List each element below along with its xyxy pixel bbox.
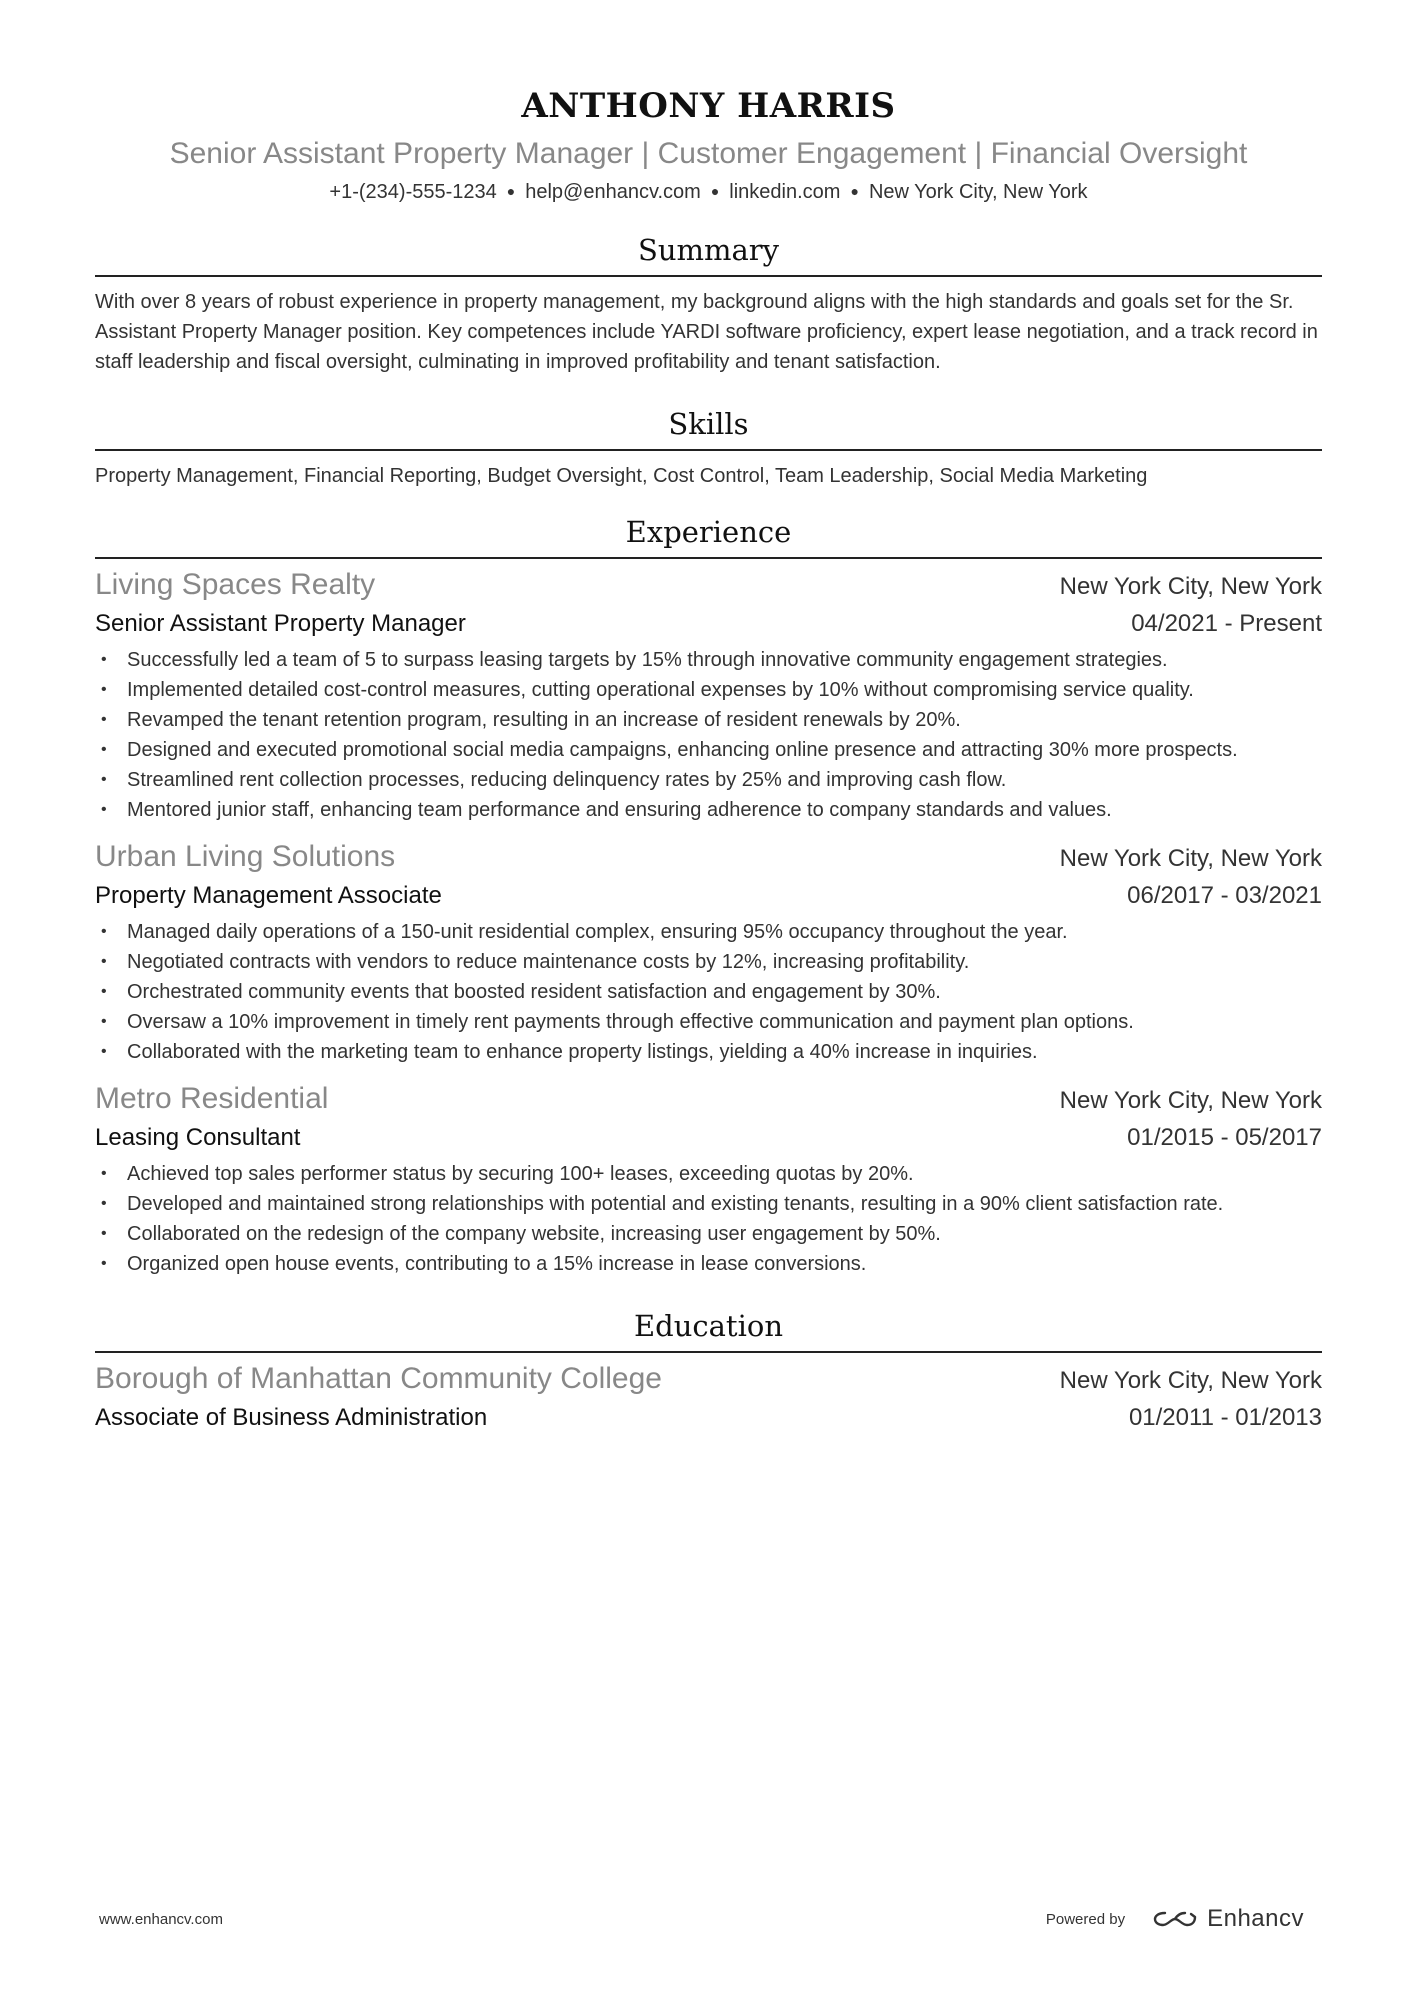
entry-role-row [95, 1119, 1322, 1157]
achievement-item: • Mentored junior staff, enhancing team performance and ensuring adherence to company standards and values. [95, 795, 1322, 825]
achievement-item: • Designed and executed promotional social media campaigns, enhancing online presence and attracting 30% more prospects. [95, 735, 1322, 765]
achievement-item: • Collaborated with the marketing team to enhance property listings, yielding a 40% increase in inquiries. [95, 1037, 1322, 1067]
powered-by-badge[interactable] [1046, 1905, 1304, 1933]
entry-role-row [95, 605, 1322, 643]
summary-section [95, 229, 1322, 377]
resume-page [95, 80, 1322, 1437]
job-title: Senior Assistant Property Manager [95, 610, 466, 637]
achievement-list [95, 917, 1322, 1067]
achievement-list [95, 1159, 1322, 1279]
experience-entry [95, 1079, 1322, 1279]
linkedin-link: linkedin.com [729, 181, 841, 203]
achievement-item: • Achieved top sales performer status by securing 100+ leases, exceeding quotas by 20%. [95, 1159, 1322, 1189]
achievement-item: • Implemented detailed cost-control measures, cutting operational expenses by 10% without compromising service quality. [95, 675, 1322, 705]
achievement-item: • Developed and maintained strong relationships with potential and existing tenants, resulting in a 90% client satisfaction rate. [95, 1189, 1322, 1219]
school-name: Borough of Manhattan Community College [95, 1362, 662, 1395]
education-entry [95, 1359, 1322, 1437]
job-location: New York City, New York [1059, 573, 1322, 600]
experience-entry [95, 837, 1322, 1067]
achievement-item: • Negotiated contracts with vendors to reduce maintenance costs by 12%, increasing profitability. [95, 947, 1322, 977]
entry-header-row [95, 1079, 1322, 1119]
job-location: New York City, New York [1059, 845, 1322, 872]
achievement-item: • Collaborated on the redesign of the company website, increasing user engagement by 50%. [95, 1219, 1322, 1249]
job-dates: 01/2015 - 05/2017 [1127, 1124, 1322, 1151]
achievement-item: • Organized open house events, contributing to a 15% increase in lease conversions. [95, 1249, 1322, 1279]
enhancv-brand-name: Enhancv [1207, 1905, 1304, 1932]
company-name: Living Spaces Realty [95, 568, 376, 601]
school-location: New York City, New York [1059, 1367, 1322, 1394]
achievement-item: • Successfully led a team of 5 to surpass leasing targets by 15% through innovative community engagement strategies. [95, 645, 1322, 675]
entry-header-row [95, 837, 1322, 877]
achievement-list [95, 645, 1322, 825]
powered-by-label: Powered by [1045, 1910, 1126, 1928]
separator-dot-icon: ● [506, 183, 516, 199]
footer-website-link[interactable]: www.enhancv.com [99, 1911, 223, 1928]
experience-title: Experience [95, 511, 1322, 559]
summary-title: Summary [95, 229, 1322, 277]
achievement-item: • Revamped the tenant retention program, resulting in an increase of resident renewals by 20%. [95, 705, 1322, 735]
job-title: Leasing Consultant [95, 1124, 301, 1151]
contact-location: New York City, New York [868, 181, 1088, 203]
page-footer [99, 1905, 1304, 1935]
entry-header-row [95, 565, 1322, 605]
email-address: help@enhancv.com [525, 181, 701, 203]
candidate-name: ANTHONY HARRIS [521, 86, 896, 126]
entry-role-row [95, 877, 1322, 915]
enhancv-logo-icon [1151, 1907, 1199, 1931]
candidate-headline: Senior Assistant Property Manager | Customer Engagement | Financial Oversight [169, 137, 1248, 170]
achievement-item: • Orchestrated community events that boosted resident satisfaction and engagement by 30%. [95, 977, 1322, 1007]
contact-line [95, 176, 1322, 207]
experience-section [95, 511, 1322, 1279]
summary-text: With over 8 years of robust experience in property management, my background aligns with the high standards and goals set for the Sr. Assistant Property Manager position. Key competences include YARDI software proficiency, expert lease negotiation, and a track record in staff leadership and fiscal oversight, culminating in improved profitability and tenant satisfaction. [95, 291, 1318, 373]
job-title: Property Management Associate [95, 882, 442, 909]
phone-number: +1-(234)-555-1234 [329, 181, 497, 203]
achievement-item: • Oversaw a 10% improvement in timely rent payments through effective communication and payment plan options. [95, 1007, 1322, 1037]
education-section [95, 1305, 1322, 1437]
company-name: Urban Living Solutions [95, 840, 396, 873]
skills-section [95, 403, 1322, 491]
entry-role-row [95, 1399, 1322, 1437]
education-title: Education [95, 1305, 1322, 1353]
achievement-item: • Managed daily operations of a 150-unit residential complex, ensuring 95% occupancy throughout the year. [95, 917, 1322, 947]
skills-title: Skills [95, 403, 1322, 451]
job-dates: 04/2021 - Present [1131, 610, 1322, 637]
education-dates: 01/2011 - 01/2013 [1128, 1404, 1322, 1431]
degree-name: Associate of Business Administration [95, 1404, 488, 1431]
experience-entry [95, 565, 1322, 825]
separator-dot-icon: ● [850, 183, 859, 199]
achievement-item: • Streamlined rent collection processes, reducing delinquency rates by 25% and improving cash flow. [95, 765, 1322, 795]
job-dates: 06/2017 - 03/2021 [1127, 882, 1322, 909]
skills-text: Property Management, Financial Reporting, Budget Oversight, Cost Control, Team Leadership, Social Media Marketing [95, 465, 1148, 487]
company-name: Metro Residential [95, 1082, 329, 1115]
job-location: New York City, New York [1059, 1087, 1322, 1114]
resume-header [95, 80, 1322, 207]
entry-header-row [95, 1359, 1322, 1399]
separator-dot-icon: ● [710, 183, 720, 199]
